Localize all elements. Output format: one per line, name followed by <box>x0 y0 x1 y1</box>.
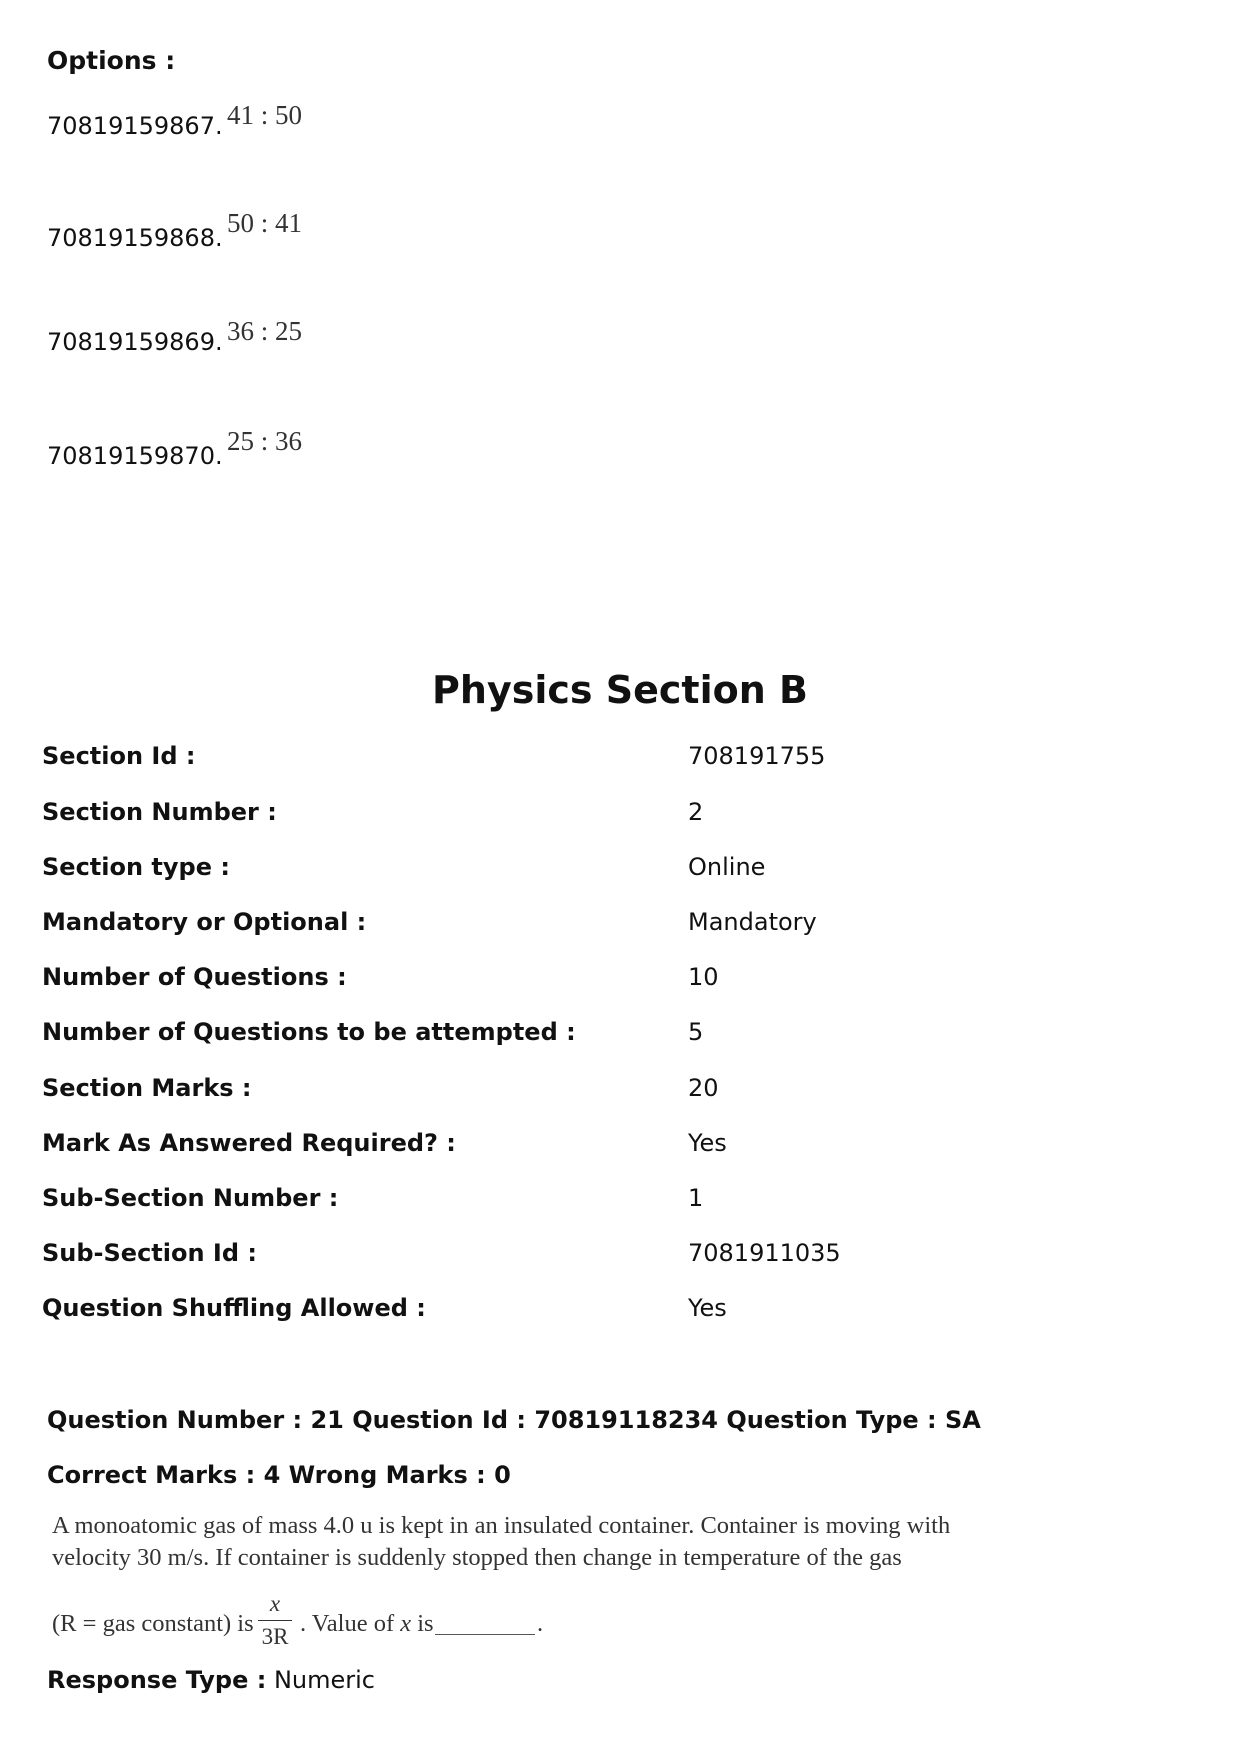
info-value: 1 <box>688 1184 704 1212</box>
info-value: 7081911035 <box>688 1239 841 1267</box>
option-row <box>47 316 647 376</box>
info-value: 20 <box>688 1074 719 1102</box>
question-text <box>52 1510 952 1574</box>
info-row-sub-section-id <box>42 1239 1192 1279</box>
info-label: Sub-Section Number : <box>42 1184 339 1212</box>
option-row <box>47 100 647 160</box>
info-label: Section type : <box>42 853 230 881</box>
info-value: Yes <box>688 1294 727 1322</box>
options-label: Options : <box>47 46 176 75</box>
fraction <box>255 1590 295 1651</box>
option-row <box>47 426 647 490</box>
info-value: Online <box>688 853 766 881</box>
option-id: 70819159869. <box>47 328 223 356</box>
info-value: Mandatory <box>688 908 817 936</box>
info-row-section-id <box>42 742 1192 782</box>
info-label: Mandatory or Optional : <box>42 908 367 936</box>
info-row-section-marks <box>42 1074 1192 1114</box>
option-value: 50 : 41 <box>227 208 303 238</box>
info-row-number-of-questions <box>42 963 1192 1003</box>
question-line-3-mid: . Value of <box>300 1610 395 1637</box>
option-id: 70819159867. <box>47 112 223 140</box>
info-label: Question Shuffling Allowed : <box>42 1294 426 1322</box>
question-line-3-suffix <box>300 1610 434 1638</box>
question-line-2: velocity 30 m/s. If container is suddenly stopped then change in temperature of the gas <box>52 1544 902 1571</box>
option-value: 41 : 50 <box>227 100 303 130</box>
info-row-section-number <box>42 798 1192 838</box>
answer-blank <box>435 1634 535 1635</box>
info-value: 5 <box>688 1018 704 1046</box>
info-label: Number of Questions : <box>42 963 347 991</box>
info-value: 10 <box>688 963 719 991</box>
marks-line: Correct Marks : 4 Wrong Marks : 0 <box>47 1461 511 1489</box>
option-id: 70819159870. <box>47 442 223 470</box>
info-row-mark-as-answered <box>42 1129 1192 1169</box>
question-line-1: A monoatomic gas of mass 4.0 u is kept in an insulated container. Container is moving with <box>52 1512 951 1539</box>
section-title: Physics Section B <box>432 668 808 712</box>
fraction-denominator: 3R <box>261 1624 289 1649</box>
info-label: Section Id : <box>42 742 196 770</box>
question-variable: x <box>400 1610 412 1637</box>
option-value: 25 : 36 <box>227 426 303 456</box>
question-header: Question Number : 21 Question Id : 70819118234 Question Type : SA <box>47 1406 981 1434</box>
question-line-3-end: . <box>537 1610 544 1637</box>
info-row-question-shuffling <box>42 1294 1192 1334</box>
fraction-bar <box>258 1620 292 1621</box>
info-value: 708191755 <box>688 742 826 770</box>
info-label: Sub-Section Id : <box>42 1239 257 1267</box>
response-type-label: Response Type : <box>47 1666 267 1694</box>
info-row-section-type <box>42 853 1192 893</box>
response-type-value: Numeric <box>273 1666 375 1694</box>
info-label: Mark As Answered Required? : <box>42 1129 456 1157</box>
option-row <box>47 208 647 272</box>
info-label: Number of Questions to be attempted : <box>42 1018 576 1046</box>
info-label: Section Number : <box>42 798 277 826</box>
question-line-3-prefix: (R = gas constant) is <box>52 1610 254 1637</box>
option-id: 70819159868. <box>47 224 223 252</box>
info-row-mandatory <box>42 908 1192 948</box>
info-row-questions-to-attempt <box>42 1018 1192 1058</box>
info-value: Yes <box>688 1129 727 1157</box>
question-line-3 <box>52 1590 752 1660</box>
question-line-3-is: is <box>417 1610 434 1637</box>
info-row-sub-section-number <box>42 1184 1192 1224</box>
info-label: Section Marks : <box>42 1074 252 1102</box>
fraction-numerator: x <box>269 1591 281 1616</box>
response-type <box>47 1666 375 1694</box>
option-value: 36 : 25 <box>227 316 303 346</box>
info-value: 2 <box>688 798 704 826</box>
